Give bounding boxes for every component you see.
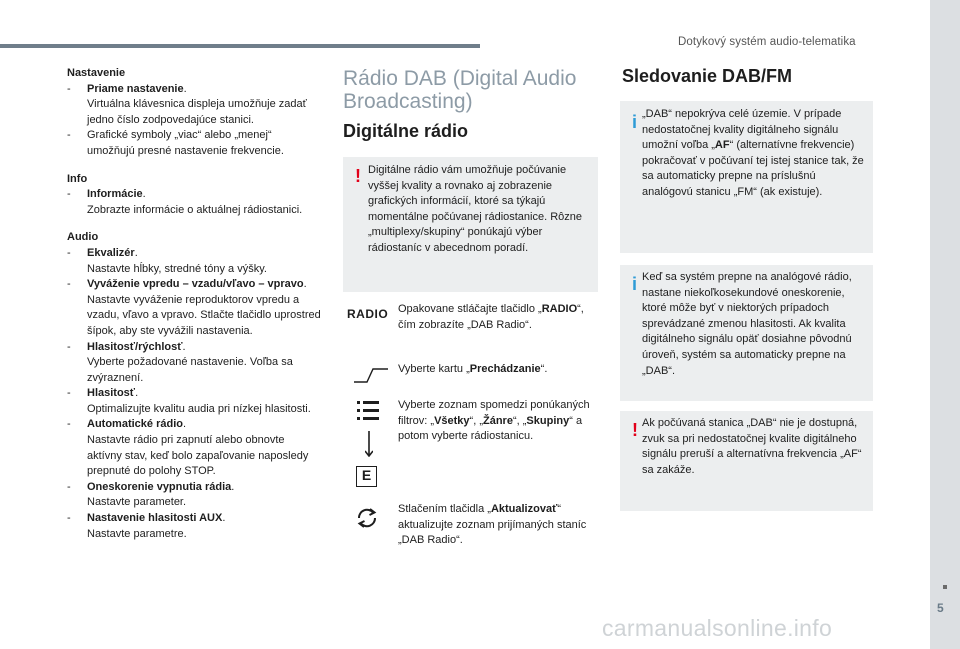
info-text: Keď sa systém prepne na analógové rádio, nastane niekoľkosekundové oneskorenie, ktoré môže byť v niektorých prípadoch sprevádzané zmenou hlasitosti. Ak kvalita digitálneho signálu opäť dosiahne pôvodnú úroveň, systém sa automaticky prepne na „DAB“. (642, 271, 852, 377)
header-rule (0, 44, 480, 48)
info-icon: i (632, 112, 638, 132)
info-text: „DAB“ nepokrýva celé územie. V prípade nedostatočnej kvality digitálneho signálu umožní voľba „AF“ (alternatívne frekvencie) pokračovať v počúvaní tej istej stanice tak, že sa automaticky prepne na príslušnú analógovú stanicu „FM“ (ak existuje). (642, 108, 864, 198)
list-item: - Informácie. Zobrazte informácie o aktuálnej rádiostanici. (67, 188, 303, 216)
refresh-icon (355, 506, 379, 530)
list-item: - Vyváženie vpredu – vzadu/vľavo – vpravo. Nastavte vyváženie reproduktorov vpredu a vzadu, vľavo a vpravo. Stlačte tlačidlo uprostred šípok, aby ste vyvážili nastavenia. (67, 278, 321, 337)
info-box (620, 265, 873, 401)
page-number: 5 (937, 601, 944, 615)
warning-box (343, 157, 598, 292)
step-text: Opakovane stláčajte tlačidlo „RADIO“, čím zobrazíte „DAB Radio“. (398, 303, 584, 331)
list-item: - Priame nastavenie. Virtuálna klávesnica displeja umožňuje zadať jedno číslo zodpovedajúce stanici. (67, 82, 307, 126)
filter-box-icon: E (356, 466, 377, 487)
info-icon: i (632, 274, 638, 294)
section-heading: Rádio DAB (Digital Audio Broadcasting) (343, 67, 577, 113)
watermark: carmanualsonline.info (602, 615, 833, 641)
section-title: Audio (67, 231, 99, 244)
tab-icon (353, 362, 389, 386)
chevron-down-icon (365, 431, 373, 457)
list-item: - Automatické rádio. Nastavte rádio pri zapnutí alebo obnovte aktívny stav, keď bolo zapaľovanie naposledy prepnuté do polohy STOP. (67, 418, 309, 478)
warning-box (620, 411, 873, 511)
section-heading: Sledovanie DAB/FM (622, 66, 793, 86)
page-edge-band (930, 0, 960, 649)
warning-text: Digitálne rádio vám umožňuje počúvanie vyššej kvality a rovnako aj zobrazenie grafických informácií, ktoré sa týkajú momentálne počúvanej rádiostanice. Rôzne „multiplexy/skupiny“ ponúkajú výber rádiostaníc v abecednom poradí. (368, 164, 583, 254)
list-item: - Grafické symboly „viac“ alebo „menej“ umožňujú presné nastavenie frekvencie. (67, 129, 284, 157)
section-title: Info (67, 172, 88, 185)
warning-text: Ak počúvaná stanica „DAB“ nie je dostupná, zvuk sa pri nedostatočnej kvalite digitálneho signálu preruší a alternatívna frekvencia „AF“ sa zakáže. (642, 417, 862, 476)
info-box (620, 101, 873, 253)
continuation-marker (943, 585, 947, 589)
section-info (67, 172, 322, 219)
list-item: - Oneskorenie vypnutia rádia. Nastavte parameter. (67, 480, 235, 509)
warning-icon: ! (632, 420, 638, 440)
list-item: - Ekvalizér. Nastavte hĺbky, stredné tóny a výšky. (67, 246, 267, 275)
running-header: Dotykový systém audio-telematika (678, 36, 856, 48)
section-title: Nastavenie (67, 67, 126, 79)
step-text: Vyberte kartu „Prechádzanie“. (398, 363, 548, 375)
subsection-heading: Digitálne rádio (343, 121, 469, 141)
list-item: - Hlasitosť/rýchlosť. Vyberte požadované nastavenie. Voľba sa zvýraznení. (67, 340, 293, 384)
step-text: Stlačením tlačidla „Aktualizovať“ aktualizujte zoznam prijímaných staníc „DAB Radio“. (398, 503, 587, 547)
step-text: Vyberte zoznam spomedzi ponúkaných filtrov: „Všetky“, „Žánre“, „Skupiny“ a potom vyberte rádiostanicu. (398, 399, 590, 443)
section-audio (67, 230, 322, 542)
list-item: - Hlasitosť. Optimalizujte kvalitu audia pri nízkej hlasitosti. (67, 387, 311, 415)
list-item: - Nastavenie hlasitosti AUX. Nastavte parametre. (67, 512, 226, 540)
settings-column (67, 66, 322, 554)
list-icon (357, 400, 379, 422)
warning-icon: ! (355, 166, 361, 186)
section-nastavenie (67, 66, 322, 160)
radio-button-icon: RADIO (347, 307, 389, 321)
